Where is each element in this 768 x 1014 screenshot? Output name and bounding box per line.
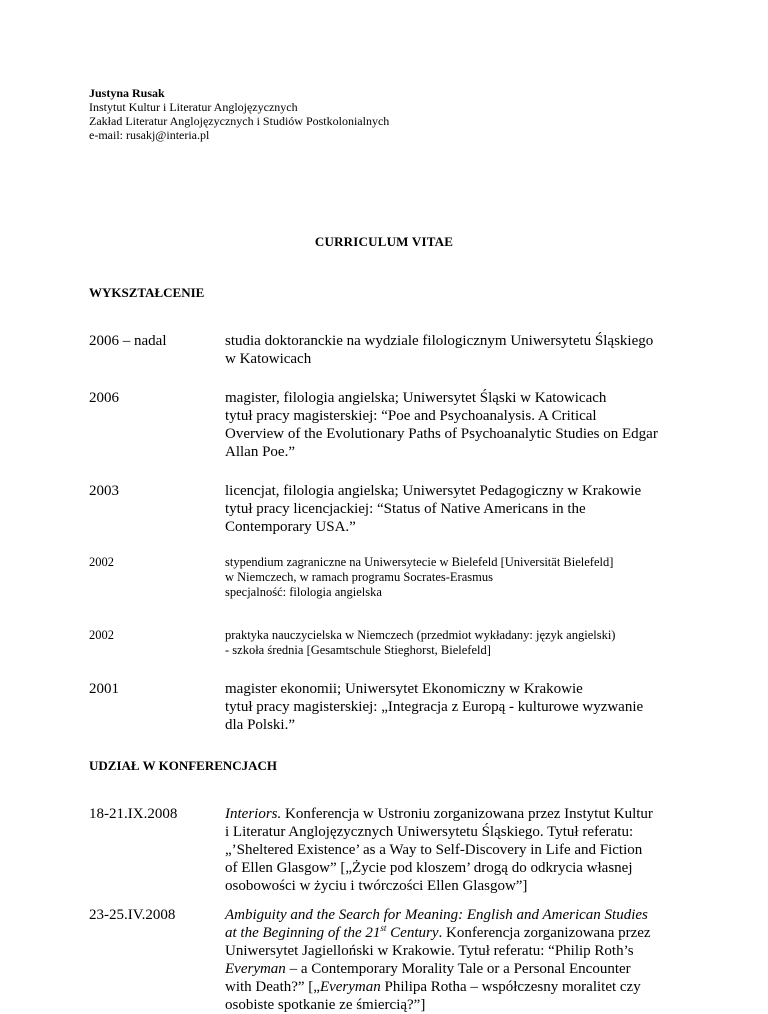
entry-line: dla Polski.”: [225, 717, 295, 733]
entry-line: magister ekonomii; Uniwersytet Ekonomiczny w Krakowie: [225, 681, 583, 697]
entry-date: 2006: [89, 390, 119, 406]
entry-description: [225, 680, 685, 734]
entry-description: [225, 482, 685, 536]
entry-line: specjalność: filologia angielska: [225, 585, 382, 599]
entry-line: Overview of the Evolutionary Paths of Psychoanalytic Studies on Edgar: [225, 426, 658, 442]
department-name: Zakład Literatur Anglojęzycznych i Studiów Postkolonialnych: [89, 114, 390, 128]
entry-line: studia doktoranckie na wydziale filologicznym Uniwersytetu Śląskiego: [225, 333, 654, 349]
entry-text: at the Beginning of the 21: [225, 925, 381, 941]
entry-line: Contemporary USA.”: [225, 519, 356, 535]
conference-title: Ambiguity and the Search for Meaning: English and American Studies: [225, 907, 648, 923]
document-title: CURRICULUM VITAE: [314, 234, 454, 249]
entry-line: [225, 906, 685, 924]
entry-line: [225, 978, 685, 996]
author-header: [89, 86, 389, 142]
entry-date: 2001: [89, 681, 119, 697]
entry-line: [225, 924, 685, 942]
entry-text: Konferencja w Ustroniu zorganizowana przez Instytut Kultur: [281, 806, 653, 822]
entry-description: [225, 332, 685, 368]
entry-description: [225, 555, 685, 600]
entry-line: licencjat, filologia angielska; Uniwersytet Pedagogiczny w Krakowie: [225, 483, 642, 499]
entry-text: Philipa Rotha – współczesny moralitet czy: [380, 979, 641, 995]
entry-line: Uniwersytet Jagielloński w Krakowie. Tytuł referatu: “Philip Roth’s: [225, 943, 634, 959]
book-title: Everyman: [319, 979, 381, 995]
conference-title: Interiors.: [225, 806, 282, 822]
section-heading-education: WYKSZTAŁCENIE: [89, 285, 205, 300]
entry-line: „’Sheltered Existence’ as a Way to Self-Discovery in Life and Fiction: [225, 842, 643, 858]
entry-text: . Konferencja zorganizowana przez: [438, 925, 651, 941]
entry-line: osobiste spotkanie ze śmiercią?”]: [225, 997, 426, 1013]
institute-name: Instytut Kultur i Literatur Anglojęzycznych: [89, 100, 298, 114]
entry-text: Century: [386, 925, 439, 941]
entry-line: of Ellen Glasgow” [„Życie pod kloszem’ drogą do odkrycia własnej: [225, 860, 633, 876]
entry-date: 23-25.IV.2008: [89, 907, 176, 923]
entry-line: [225, 960, 685, 978]
entry-line: stypendium zagraniczne na Uniwersytecie w Bielefeld [Universität Bielefeld]: [225, 555, 614, 569]
entry-line: w Katowicach: [225, 351, 312, 367]
entry-line: Allan Poe.”: [225, 444, 295, 460]
section-heading-conferences: UDZIAŁ W KONFERENCJACH: [89, 758, 278, 773]
entry-date: 2003: [89, 483, 119, 499]
entry-line: i Literatur Anglojęzycznych Uniwersytetu Śląskiego. Tytuł referatu:: [225, 824, 634, 840]
entry-line: praktyka nauczycielska w Niemczech (przedmiot wykładany: język angielski): [225, 628, 616, 642]
book-title: Everyman: [225, 961, 286, 977]
author-email: e-mail: rusakj@interia.pl: [89, 128, 210, 142]
ordinal-suffix: st: [380, 923, 387, 933]
entry-line: tytuł pracy licencjackiej: “Status of Native Americans in the: [225, 501, 586, 517]
entry-date: 2002: [89, 555, 114, 569]
entry-description: [225, 805, 685, 895]
entry-text: – a Contemporary Morality Tale or a Personal Encounter: [285, 961, 631, 977]
entry-line: tytuł pracy magisterskiej: „Integracja z Europą - kulturowe wyzwanie: [225, 699, 644, 715]
entry-line: osobowości w życiu i twórczości Ellen Glasgow”]: [225, 878, 528, 894]
entry-text: with Death?” [„: [225, 979, 320, 995]
author-name: Justyna Rusak: [89, 86, 165, 100]
entry-line: [225, 805, 685, 823]
entry-line: w Niemczech, w ramach programu Socrates-Erasmus: [225, 570, 493, 584]
entry-line: magister, filologia angielska; Uniwersytet Śląski w Katowicach: [225, 390, 607, 406]
entry-date: 18-21.IX.2008: [89, 806, 178, 822]
entry-description: [225, 906, 685, 1014]
entry-description: [225, 389, 685, 461]
entry-line: tytuł pracy magisterskiej: “Poe and Psychoanalysis. A Critical: [225, 408, 597, 424]
entry-description: [225, 628, 685, 658]
conference-title: [225, 925, 438, 941]
entry-date: 2006 – nadal: [89, 333, 167, 349]
entry-line: - szkoła średnia [Gesamtschule Stieghorst, Bielefeld]: [225, 643, 491, 657]
entry-date: 2002: [89, 628, 114, 642]
